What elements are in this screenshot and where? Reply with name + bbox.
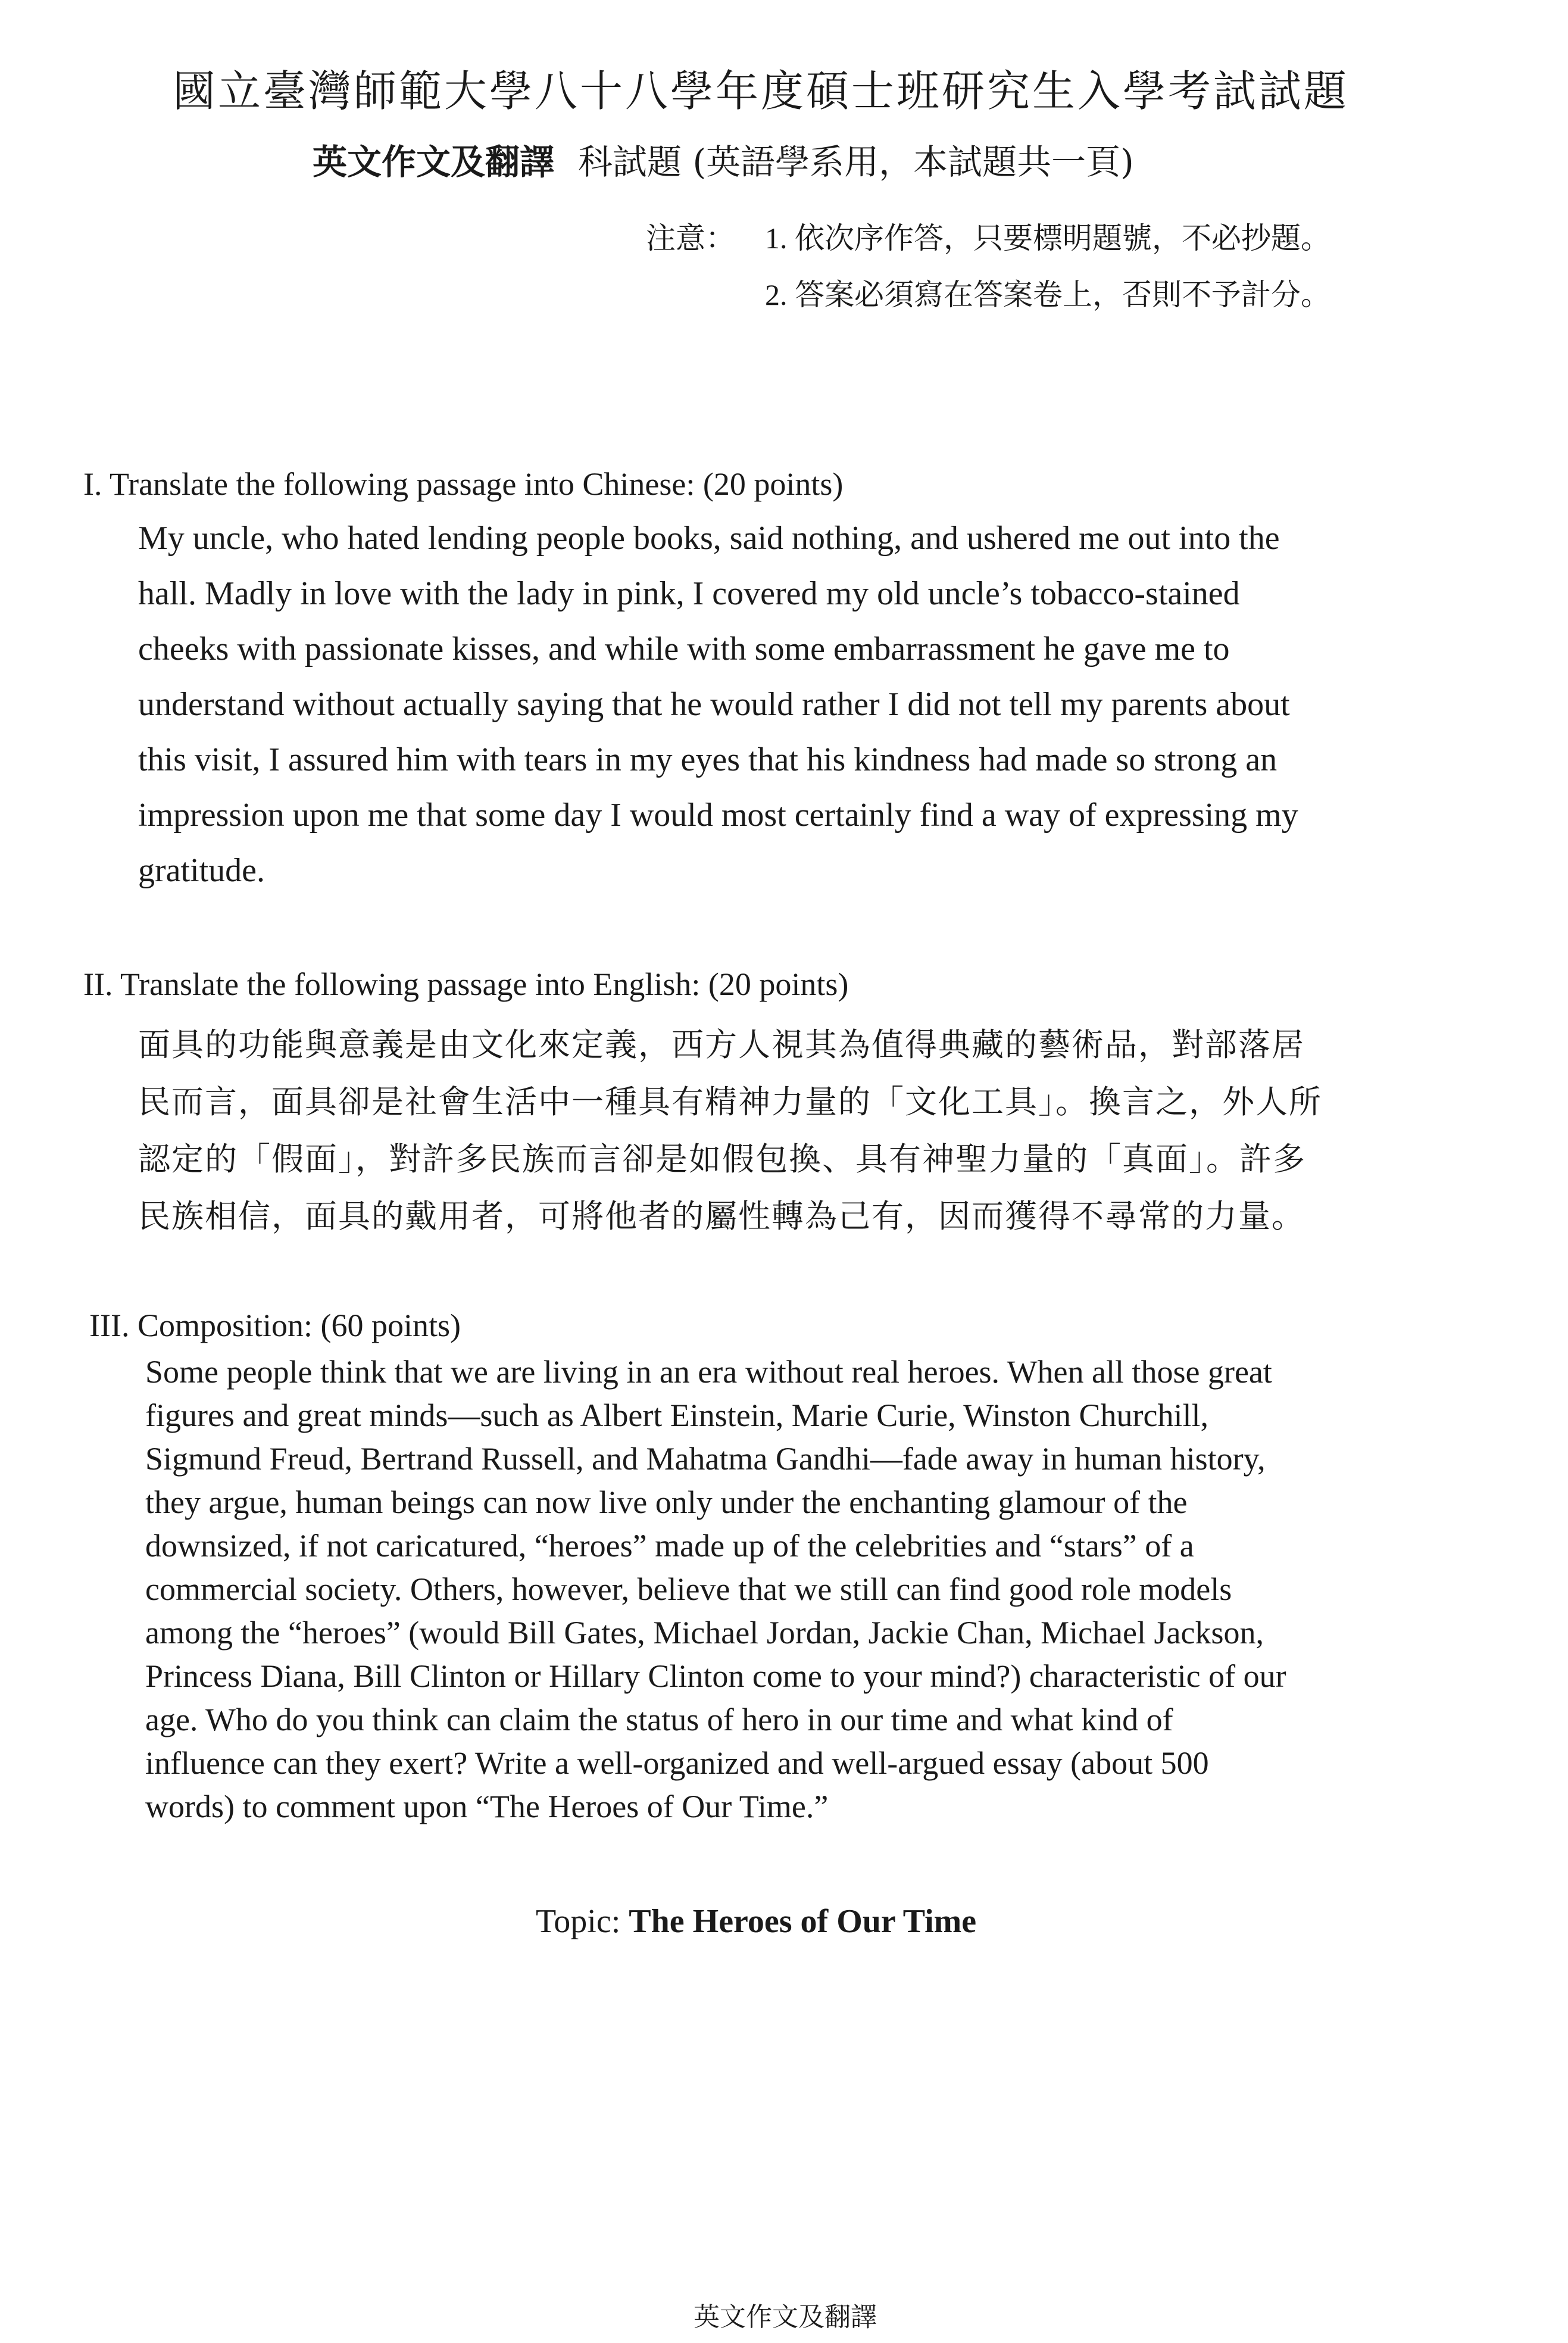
- passage-line: hall. Madly in love with the lady in pink, I covered my old uncle’s tobacco-stained: [138, 575, 1240, 612]
- note-number: 2.: [765, 278, 788, 311]
- notes-lead: 注意：: [646, 221, 735, 255]
- subject-name: 英文作文及翻譯: [313, 142, 555, 182]
- notes-block: [646, 214, 1479, 327]
- passage-line: this visit, I assured him with tears in my eyes that his kindness had made so strong an: [138, 741, 1277, 778]
- passage-line: 民而言，面具卻是社會生活中一種具有精神力量的「文化工具」。換言之，外人所: [138, 1083, 1322, 1121]
- composition-line: downsized, if not caricatured, “heroes” made up of the celebrities and “stars” of a: [145, 1528, 1194, 1564]
- note-item: [646, 271, 1479, 327]
- composition-line: commercial society. Others, however, believe that we still can find good role models: [145, 1571, 1232, 1607]
- section-heading: III. Composition: (60 points): [89, 1308, 461, 1343]
- composition-line: influence can they exert? Write a well-organized and well-argued essay (about 500: [145, 1745, 1209, 1781]
- note-number: 1.: [765, 221, 788, 255]
- passage-line: 民族相信，面具的戴用者，可將他者的屬性轉為己有，因而獲得不尋常的力量。: [138, 1197, 1305, 1235]
- composition-topic: [536, 1902, 976, 1940]
- composition-line: Princess Diana, Bill Clinton or Hillary Clinton come to your mind?) characteristic of our: [145, 1658, 1286, 1694]
- note-text: 依次序作答，只要標明題號，不必抄題。: [795, 221, 1330, 255]
- composition-line: words) to comment upon “The Heroes of Our Time.”: [145, 1789, 829, 1824]
- passage-line: 面具的功能與意義是由文化來定義，西方人視其為值得典藏的藝術品，對部落居: [138, 1026, 1305, 1063]
- passage-line: understand without actually saying that he would rather I did not tell my parents about: [138, 686, 1290, 723]
- passage-line: cheeks with passionate kisses, and while with some embarrassment he gave me to: [138, 631, 1230, 667]
- composition-line: Some people think that we are living in an era without real heroes. When all those great: [145, 1354, 1272, 1390]
- composition-line: Sigmund Freud, Bertrand Russell, and Mahatma Gandhi—fade away in human history,: [145, 1441, 1266, 1477]
- section-heading: II. Translate the following passage into English: (20 points): [83, 966, 849, 1002]
- note-text: 答案必須寫在答案卷上，否則不予計分。: [795, 277, 1330, 312]
- topic-label: Topic:: [536, 1903, 621, 1940]
- composition-line: among the “heroes” (would Bill Gates, Michael Jordan, Jackie Chan, Michael Jackson,: [145, 1615, 1264, 1651]
- passage-line: 認定的「假面」，對許多民族而言卻是如假包換、具有神聖力量的「真面」。許多: [138, 1140, 1306, 1178]
- exam-subtitle: [313, 134, 1444, 184]
- composition-line: age. Who do you think can claim the status of hero in our time and what kind of: [145, 1702, 1173, 1737]
- page-footer: 英文作文及翻譯: [694, 2302, 877, 2332]
- passage-line: gratitude.: [138, 852, 266, 889]
- exam-title: 國立臺灣師範大學八十八學年度碩士班研究生入學考試試題: [173, 66, 1350, 116]
- subtitle-rest: 科試題 (英語學系用，本試題共一頁): [578, 142, 1134, 182]
- note-item: [646, 214, 1479, 271]
- section-heading: I. Translate the following passage into Chinese: (20 points): [83, 466, 844, 502]
- topic-title: The Heroes of Our Time: [629, 1903, 977, 1940]
- passage-line: My uncle, who hated lending people books, said nothing, and ushered me out into the: [138, 520, 1280, 557]
- composition-line: figures and great minds—such as Albert Einstein, Marie Curie, Winston Churchill,: [145, 1397, 1209, 1433]
- passage-line: impression upon me that some day I would most certainly find a way of expressing my: [138, 797, 1298, 834]
- composition-line: they argue, human beings can now live only under the enchanting glamour of the: [145, 1484, 1188, 1520]
